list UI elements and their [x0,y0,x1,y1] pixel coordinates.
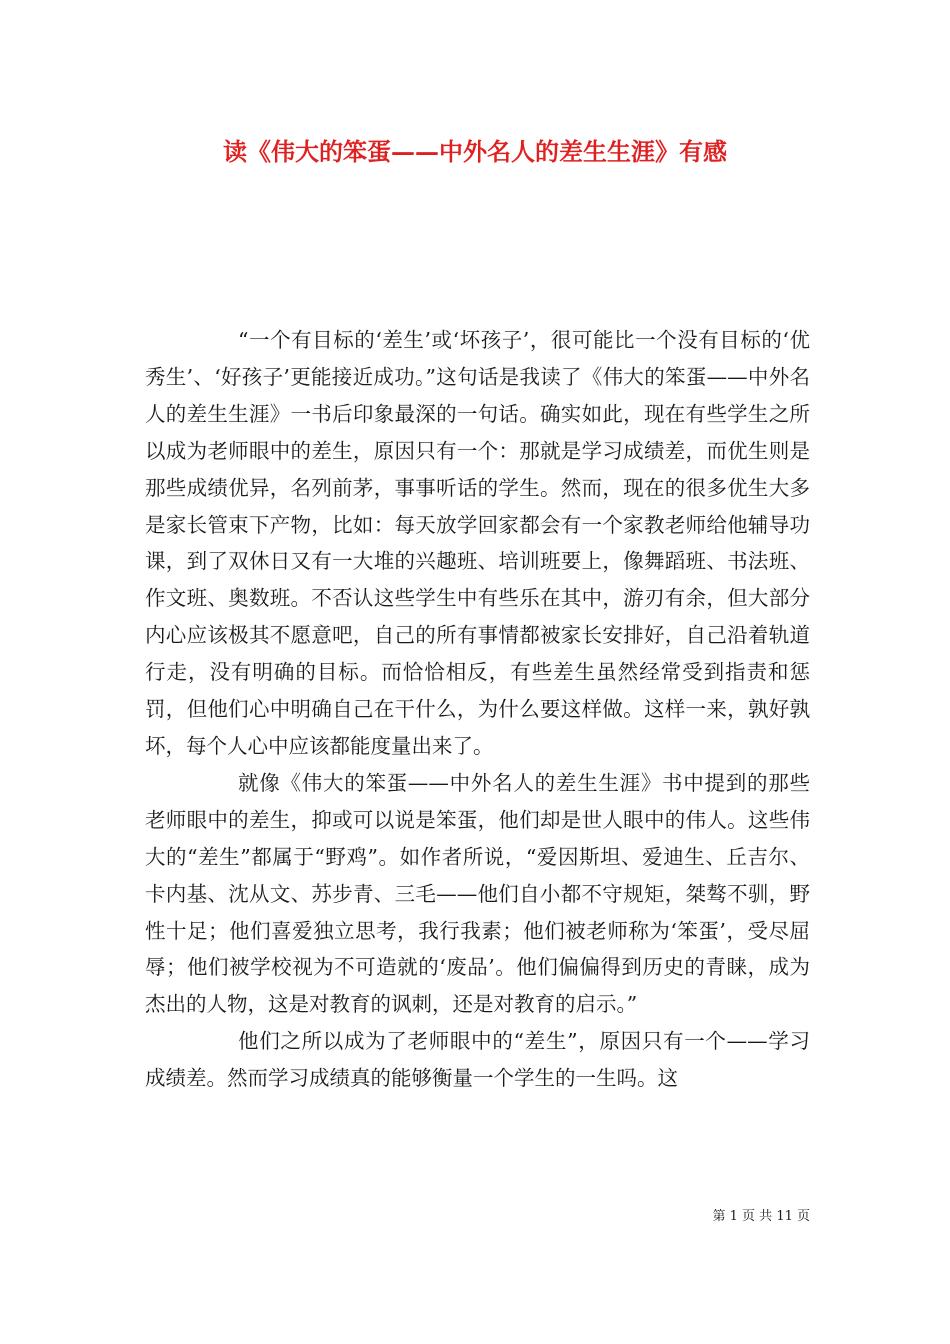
document-body [145,322,810,1097]
document-title: 读《伟大的笨蛋——中外名人的差生生涯》有感 [223,137,727,166]
paragraph-2: 就像《伟大的笨蛋——中外名人的差生生涯》书中提到的那些老师眼中的差生，抑或可以说是笨蛋，他们却是世人眼中的伟人。这些伟大的“差生”都属于“野鸡”。如作者所说，“爱因斯坦、爱迪生、丘吉尔、卡内基、沈从文、苏步青、三毛——他们自小都不守规矩，桀骜不驯，野性十足；他们喜爱独立思考，我行我素；他们被老师称为‘笨蛋’，受尽屈辱；他们被学校视为不可造就的‘废品’。他们偏偏得到历史的青睐，成为杰出的人物，这是对教育的讽刺，还是对教育的启示。” [145,770,810,1017]
page-number-footer: 第 1 页 共 11 页 [712,1209,810,1224]
paragraph-1: “一个有目标的‘差生’或‘坏孩子’，很可能比一个没有目标的‘优秀生’、‘好孩子’更能接近成功。”这句话是我读了《伟大的笨蛋——中外名人的差生生涯》一书后印象最深的一句话。确实如此，现在有些学生之所以成为老师眼中的差生，原因只有一个：那就是学习成绩差，而优生则是那些成绩优异，名列前茅，事事听话的学生。然而，现在的很多优生大多是家长管束下产物，比如：每天放学回家都会有一个家教老师给他辅导功课，到了双休日又有一大堆的兴趣班、培训班要上，像舞蹈班、书法班、作文班、奥数班。不否认这些学生中有些乐在其中，游刃有余，但大部分内心应该极其不愿意吧，自己的所有事情都被家长安排好，自己沿着轨道行走，没有明确的目标。而恰恰相反，有些差生虽然经常受到指责和惩罚，但他们心中明确自己在干什么，为什么要这样做。这样一来，孰好孰坏，每个人心中应该都能度量出来了。 [145,328,810,758]
paragraph-3: 他们之所以成为了老师眼中的“差生”，原因只有一个——学习成绩差。然而学习成绩真的能够衡量一个学生的一生吗。这 [145,1029,810,1091]
